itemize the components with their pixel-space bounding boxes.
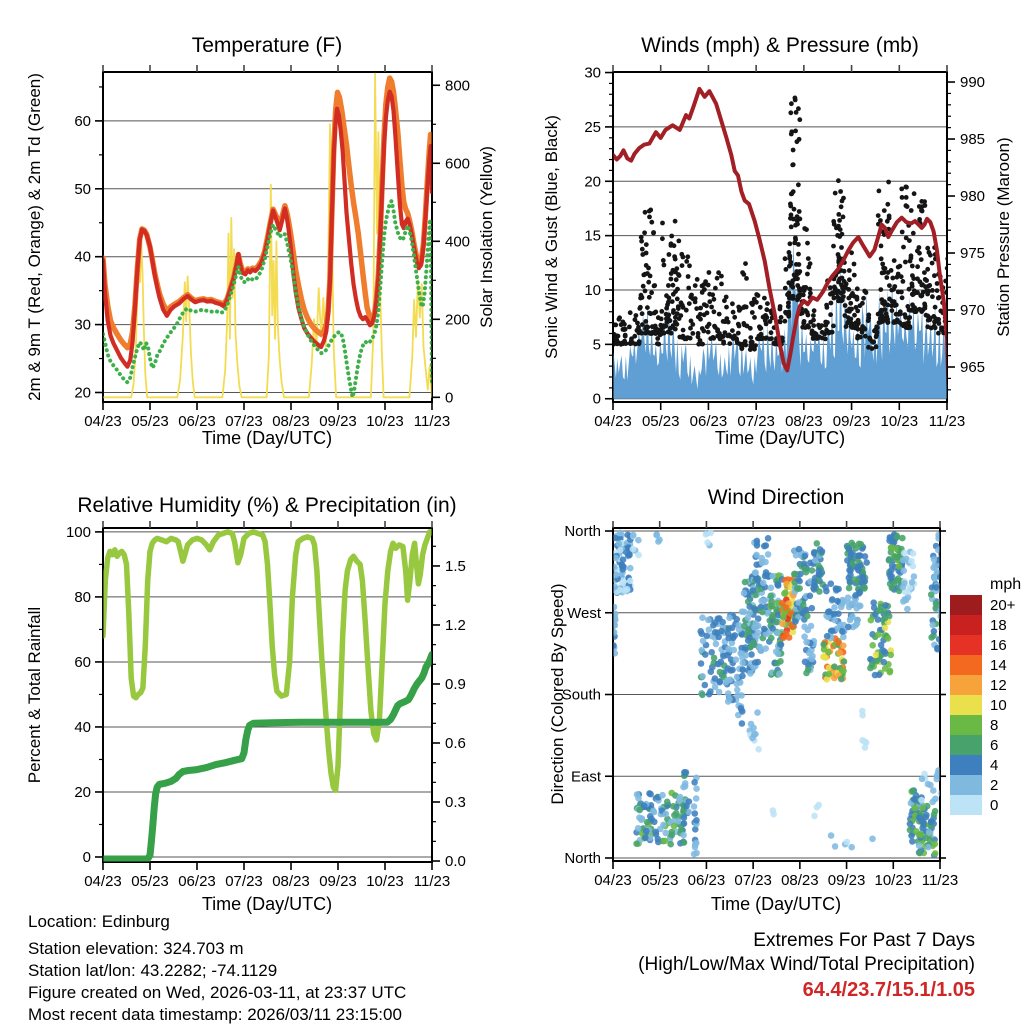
temperature-chart (25, 34, 496, 448)
y-tick-label: 0 (445, 389, 454, 407)
y-tick-label: 1.5 (445, 557, 466, 575)
x-tick-label: 09/23 (832, 413, 871, 430)
y-tick-label: 0.6 (445, 734, 466, 752)
y-tick-label: 800 (445, 77, 471, 95)
wind-series (611, 89, 950, 399)
x-tick-label: 06/23 (689, 413, 728, 430)
colorbar-swatch (950, 635, 982, 655)
x-tick-label: 10/23 (366, 413, 404, 430)
y-tick-label: 400 (445, 233, 471, 251)
y-axis-label-left: Percent & Total Rainfall (25, 606, 44, 784)
y-tick-label: 0.0 (445, 853, 466, 871)
y-tick-label: 15 (584, 227, 601, 245)
colorbar-label: 6 (990, 737, 999, 754)
station-info (28, 911, 406, 1024)
figure-created: Figure created on Wed, 2026-03-11, at 23:37 UTC (28, 983, 407, 1002)
y-tick-label: 990 (960, 74, 986, 92)
y-tick-label: 975 (960, 245, 986, 263)
chart-title: Winds (mph) & Pressure (mb) (641, 34, 919, 57)
x-tick-label: 04/23 (594, 413, 632, 430)
x-tick-label: 07/23 (225, 873, 263, 890)
colorbar-swatch (950, 795, 982, 815)
y-tick-label: 0 (592, 390, 601, 408)
colorbar-swatch (950, 615, 982, 635)
colorbar-swatch (950, 755, 982, 775)
x-tick-label: 05/23 (640, 872, 679, 889)
colorbar-label: 0 (990, 797, 999, 814)
y-tick-label: 30 (584, 64, 601, 82)
chart-title: Relative Humidity (%) & Precipitation (in) (77, 494, 457, 517)
extremes-values: 64.4/23.7/15.1/1.05 (802, 979, 975, 1001)
colorbar-swatch (950, 675, 982, 695)
colorbar-title: mph (990, 576, 1022, 593)
y-tick-label: 50 (74, 180, 91, 198)
y-tick-label: 60 (74, 653, 91, 671)
y-tick-label: 0.9 (445, 675, 466, 693)
x-tick-label: 07/23 (225, 413, 263, 430)
y-axis-label-left: Sonic Wind & Gust (Blue, Black) (542, 115, 561, 359)
wind-speed-colorbar (950, 576, 1021, 815)
station-location: Location: Edinburg (28, 912, 170, 931)
y-tick-label: 20 (74, 783, 91, 801)
data-timestamp: Most recent data timestamp: 2026/03/11 23:15:00 (28, 1005, 402, 1024)
x-tick-label: 10/23 (880, 413, 919, 430)
colorbar-label: 10 (990, 697, 1007, 714)
x-tick-label: 10/23 (874, 872, 913, 889)
y-tick-label: 10 (584, 282, 601, 300)
series-relative_humidity (103, 532, 432, 790)
y-axis-label-right: Station Pressure (Maroon) (994, 137, 1013, 337)
x-tick-label: 11/23 (928, 413, 966, 430)
y-tick-label: 60 (74, 112, 91, 130)
y-tick-label: 20 (584, 173, 601, 191)
x-tick-label: 08/23 (272, 413, 310, 430)
x-tick-label: 06/23 (687, 872, 726, 889)
y-axis-label-left: 2m & 9m T (Red, Orange) & 2m Td (Green) (25, 73, 44, 401)
y-tick-label: 40 (74, 248, 91, 266)
x-tick-label: 11/23 (413, 873, 451, 890)
colorbar-swatch (950, 715, 982, 735)
x-axis-label: Time (Day/UTC) (201, 428, 333, 448)
x-tick-label: 08/23 (781, 872, 819, 889)
x-tick-label: 04/23 (84, 413, 122, 430)
colorbar-label: 2 (990, 777, 999, 794)
x-tick-label: 08/23 (272, 873, 310, 890)
y-tick-label: 100 (65, 523, 91, 541)
colorbar-swatch (950, 655, 982, 675)
x-tick-label: 05/23 (131, 873, 169, 890)
x-axis-label: Time (Day/UTC) (710, 894, 842, 914)
y-tick-label: 25 (584, 118, 601, 136)
rh-series (103, 532, 432, 859)
y-tick-label: 0.3 (445, 794, 466, 812)
y-tick-label: 980 (960, 188, 986, 206)
y-tick-label: 5 (592, 336, 601, 354)
x-axis-label: Time (Day/UTC) (201, 894, 333, 914)
extremes-title: Extremes For Past 7 Days (753, 930, 975, 951)
x-tick-label: 06/23 (178, 413, 216, 430)
y-tick-label: 985 (960, 131, 986, 149)
colorbar-label: 18 (990, 617, 1007, 634)
y-tick-label: East (570, 768, 601, 786)
extremes-summary (638, 929, 975, 1002)
x-tick-label: 05/23 (131, 413, 169, 430)
x-tick-label: 10/23 (366, 873, 404, 890)
colorbar-swatch (950, 735, 982, 755)
y-tick-label: 0 (82, 848, 91, 866)
rh-precip-chart (25, 494, 466, 914)
y-tick-label: 965 (960, 359, 986, 377)
chart-title: Temperature (F) (191, 34, 343, 57)
y-tick-label: West (567, 604, 601, 622)
colorbar-label: 12 (990, 677, 1007, 694)
x-tick-label: 07/23 (734, 872, 772, 889)
x-axis-label: Time (Day/UTC) (714, 428, 846, 448)
y-axis-label-right: Solar Insolation (Yellow) (477, 146, 496, 328)
y-tick-label: North (564, 850, 601, 867)
x-tick-label: 09/23 (319, 873, 357, 890)
y-tick-label: 600 (445, 155, 471, 173)
wind-direction-chart (548, 486, 958, 914)
colorbar-label: 4 (990, 757, 999, 774)
y-tick-label: 40 (74, 718, 91, 736)
x-tick-label: 11/23 (921, 872, 959, 889)
y-axis-label-left: Direction (Colored By Speed) (548, 583, 567, 805)
temperature-series (103, 74, 432, 398)
x-tick-label: 09/23 (827, 872, 866, 889)
x-tick-label: 08/23 (785, 413, 823, 430)
y-tick-label: 1.2 (445, 616, 466, 634)
x-tick-label: 09/23 (319, 413, 357, 430)
x-tick-label: 04/23 (84, 873, 122, 890)
y-tick-label: South (561, 686, 601, 704)
y-tick-label: 20 (74, 384, 91, 402)
x-tick-label: 06/23 (178, 873, 216, 890)
x-tick-label: 04/23 (594, 872, 632, 889)
y-tick-label: 80 (74, 588, 91, 606)
colorbar-swatch (950, 695, 982, 715)
colorbar-label: 14 (990, 657, 1007, 674)
extremes-subtitle: (High/Low/Max Wind/Total Precipitation) (638, 954, 975, 975)
y-tick-label: 200 (445, 311, 471, 329)
x-tick-label: 05/23 (641, 413, 680, 430)
x-tick-label: 11/23 (413, 413, 451, 430)
y-tick-label: 30 (74, 316, 91, 334)
winds-pressure-chart (542, 34, 1013, 448)
station-elevation: Station elevation: 324.703 m (28, 939, 244, 958)
y-tick-label: 970 (960, 302, 986, 320)
colorbar-swatch (950, 775, 982, 795)
chart-title: Wind Direction (707, 486, 845, 509)
colorbar-label: 20+ (990, 597, 1016, 614)
y-tick-label: North (564, 523, 601, 540)
x-tick-label: 07/23 (737, 413, 775, 430)
colorbar-swatch (950, 595, 982, 615)
colorbar-label: 16 (990, 637, 1007, 654)
colorbar-label: 8 (990, 717, 999, 734)
station-latlon: Station lat/lon: 43.2282; -74.1129 (28, 961, 278, 980)
